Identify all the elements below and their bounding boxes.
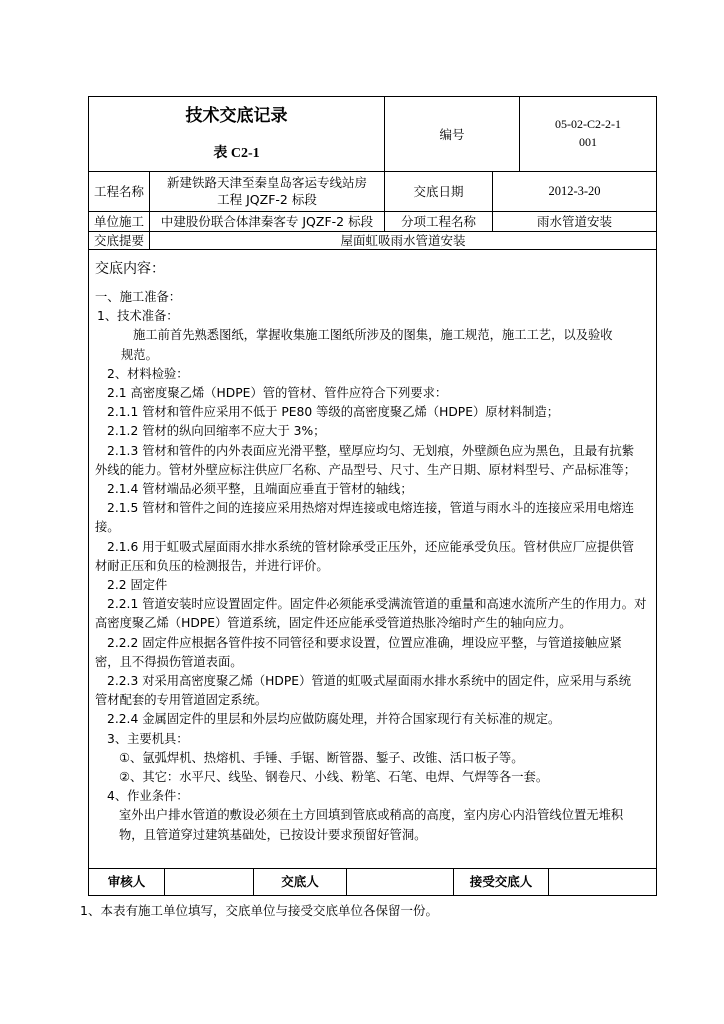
subproject-name-label: 分项工程名称 (400, 213, 476, 229)
content-line: 2.2 固定件 (107, 578, 168, 593)
content-line: 外线的能力。管材外壁应标注供应厂名称、产品型号、尺寸、生产日期、原材料型号、产品标准等； (95, 462, 637, 477)
content-line: 2.1 高密度聚乙烯（HDPE）管的管材、管件应符合下列要求： (107, 386, 448, 401)
content-line: 4、作业条件： (107, 789, 189, 804)
code-value: 05-02-C2-2-1 (555, 116, 621, 131)
subproject-name-value: 雨水管道安装 (536, 213, 612, 229)
receiver-label: 接受交底人 (469, 874, 533, 889)
content-line: 1、技术准备： (97, 309, 179, 324)
discloser-label: 交底人 (281, 874, 319, 889)
project-name-value: 新建铁路天津至秦皇岛客运专线站房 (166, 175, 367, 190)
content-line: ②、其它：水平尺、线坠、钢卷尺、小线、粉笔、石笔、电焊、气焊等各一套。 (119, 770, 549, 785)
content-line: 2.1.1 管材和管件应采用不低于 PE80 等级的高密度聚乙烯（HDPE）原材料制造； (107, 405, 560, 420)
content-line: 管材配套的专用管道固定系统。 (95, 693, 268, 708)
content-line: 2.2.4 金属固定件的里层和外层均应做防腐处理，并符合国家现行有关标准的规定。 (107, 712, 561, 727)
summary-value: 屋面虹吸雨水管道安装 (340, 232, 466, 248)
disclosure-content (89, 248, 656, 845)
content-line: 2.1.3 管材和管件的内外表面应光滑平整，壁厚应均匀、无划痕，外壁颜色应为黑色，且最有抗紫 (107, 443, 635, 458)
content-line: 2.2.2 固定件应根据各管件按不同管径和要求设置，位置应准确，埋设应平整，与管道接触应紧 (107, 635, 622, 650)
project-name-label: 工程名称 (93, 183, 144, 199)
content-heading: 交底内容： (95, 261, 165, 277)
disclosure-record-form (88, 96, 657, 896)
reviewer-signature-field[interactable] (165, 868, 253, 895)
code-value-serial: 001 (579, 134, 597, 149)
form-number: 表 C2-1 (213, 145, 260, 161)
content-line: 2.1.6 用于虹吸式屋面雨水排水系统的管材除承受正压外，还应能承受负压。管材供应厂应提供管 (107, 539, 635, 554)
content-line: 3、主要机具： (107, 731, 189, 746)
summary-label: 交底提要 (93, 232, 144, 248)
disclosure-date-value: 2012-3-20 (548, 183, 601, 198)
content-line: 2.1.2 管材的纵向回缩率不应大于 3%； (107, 424, 326, 439)
form-title: 技术交底记录 (185, 105, 288, 126)
disclosure-date-label: 交底日期 (413, 183, 464, 199)
receiver-signature-field[interactable] (549, 868, 656, 895)
footnote: 1、本表有施工单位填写，交底单位与接受交底单位各保留一份。 (80, 903, 438, 918)
content-line: ①、氩弧焊机、热熔机、手锤、手锯、断管器、錾子、改锥、活口板子等。 (119, 750, 524, 765)
content-line: 2、材料检验： (107, 366, 189, 381)
content-line: 2.1.4 管材端品必须平整，且端面应垂直于管材的轴线； (107, 482, 413, 497)
content-line: 施工前首先熟悉图纸，掌握收集施工图纸所涉及的图集，施工规范，施工工艺，以及验收 (133, 328, 613, 343)
content-line: 物，且管道穿过建筑基础处，已按设计要求预留好管洞。 (119, 827, 427, 842)
content-line: 2.1.5 管材和管件之间的连接应采用热熔对焊连接或电熔连接，管道与雨水斗的连接应采用电熔连 (107, 501, 635, 516)
construction-unit-value: 中建股份联合体津秦客专 JQZF-2 标段 (160, 213, 374, 229)
content-line: 2.2.1 管道安装时应设置固定件。固定件必须能承受满流管道的重量和高速水流所产生的作用力。对 (107, 597, 647, 612)
content-line: 高密度聚乙烯（HDPE）管道系统，固定件还应能承受管道热胀冷缩时产生的轴向应力。 (95, 616, 572, 631)
discloser-signature-field[interactable] (347, 868, 453, 895)
content-line: 材耐正压和负压的检测报告，并进行评价。 (95, 558, 329, 573)
content-line: 密，且不得损伤管道表面。 (95, 654, 243, 669)
content-line: 规范。 (121, 347, 158, 362)
content-line: 室外出户排水管道的敷设必须在土方回填到管底或稍高的高度，室内房心内沿管线位置无堆积 (119, 808, 624, 823)
content-line: 接。 (95, 520, 120, 535)
code-label: 编号 (439, 126, 465, 142)
content-line: 一、施工准备： (95, 290, 182, 304)
content-line: 2.2.3 对采用高密度聚乙烯（HDPE）管道的虹吸式屋面雨水排水系统中的固定件，应采用与系统 (107, 674, 632, 689)
reviewer-label: 审核人 (107, 874, 146, 889)
project-name-value-line2: 工程 JQZF-2 标段 (217, 192, 317, 207)
construction-unit-label: 单位施工 (93, 213, 144, 229)
